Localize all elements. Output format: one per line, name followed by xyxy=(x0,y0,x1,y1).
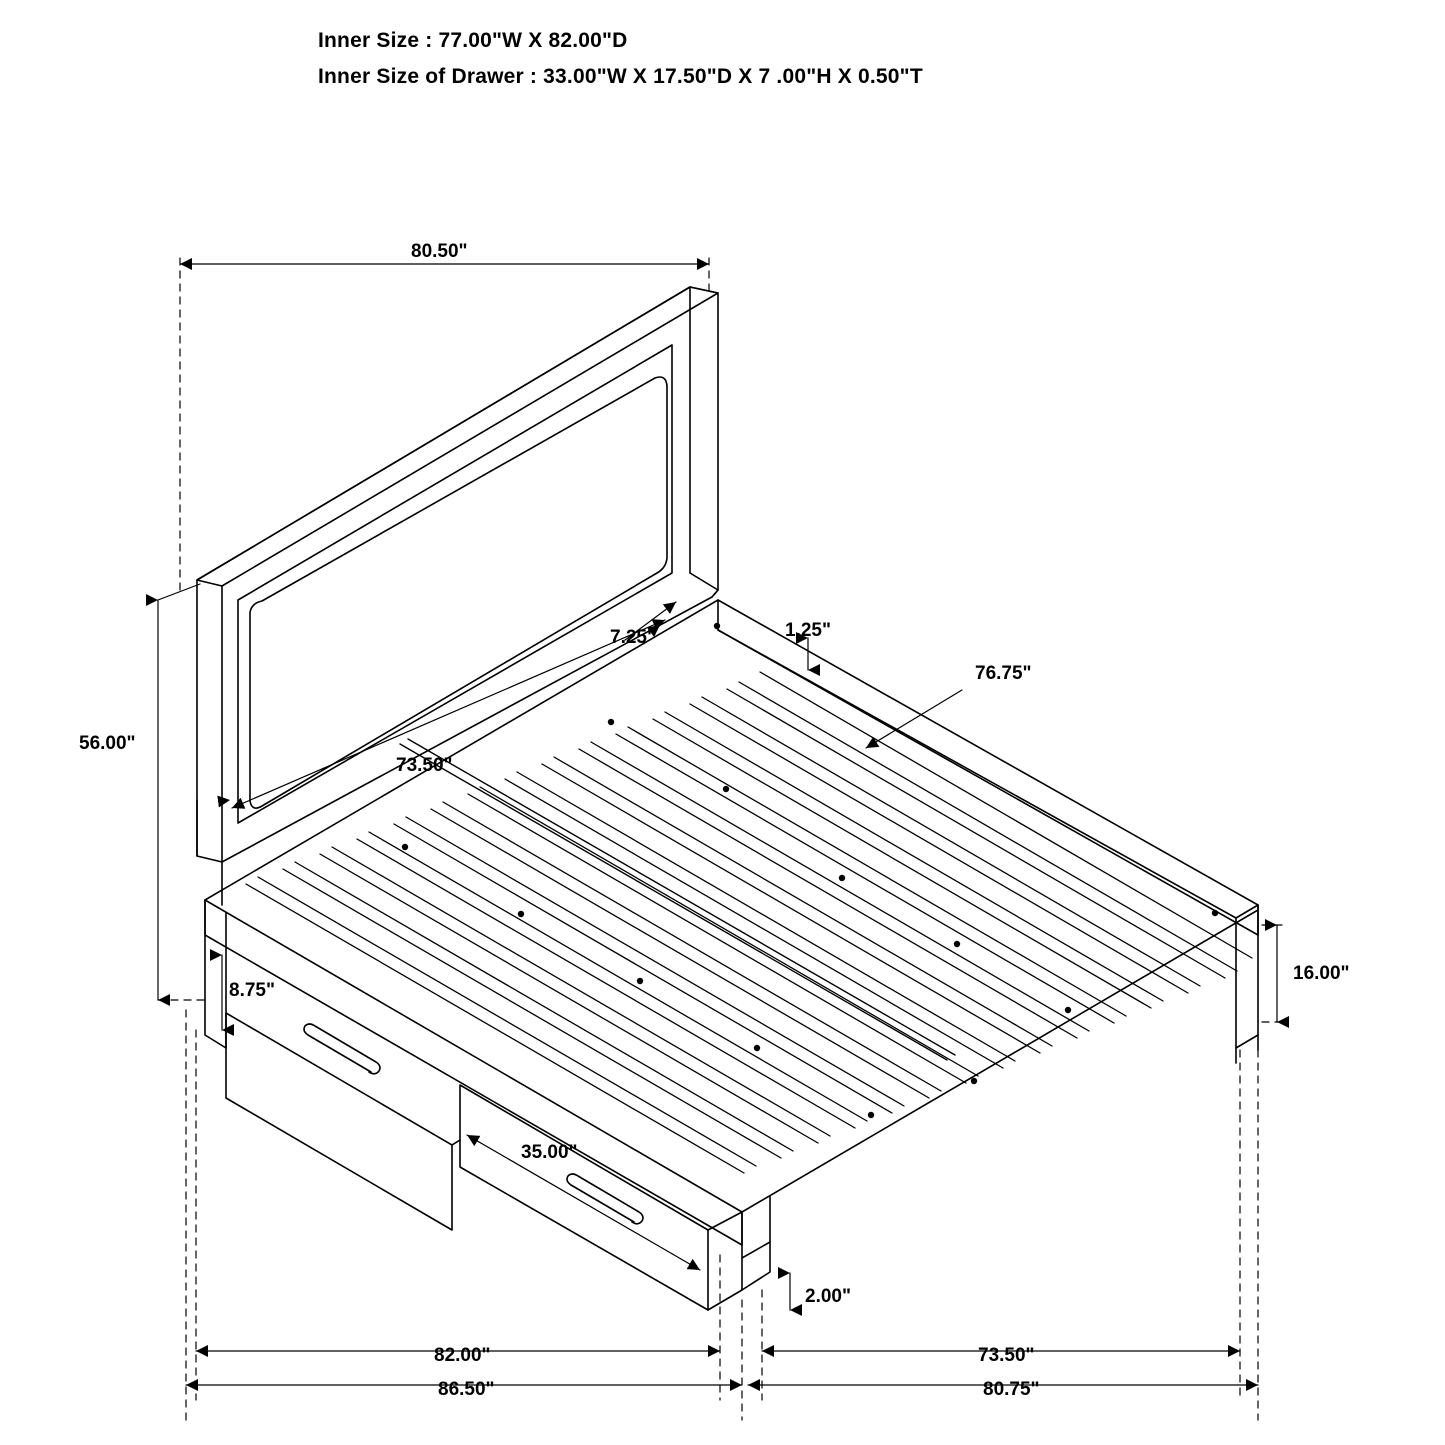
right-rail-foot xyxy=(1236,1035,1258,1063)
headboard-upholstered-panel xyxy=(250,377,667,808)
dim-label-headboard-height: 56.00" xyxy=(79,733,136,754)
inner-size-note: Inner Size : 77.00"W X 82.00"D xyxy=(318,29,628,52)
deck-front-edge xyxy=(742,910,1258,1212)
drawer-bottom-edges xyxy=(226,1098,708,1310)
dim-label-headboard-panel-gap: 7.25" xyxy=(610,627,656,648)
dim-label-rail-thickness: 1.25" xyxy=(785,620,831,641)
dim-label-inner-length: 73.50" xyxy=(396,755,453,776)
dim-label-overall-depth-inner: 82.00" xyxy=(434,1345,491,1366)
drawer-right-end xyxy=(708,1212,742,1230)
dim-label-top-width: 80.50" xyxy=(411,241,468,262)
dim-label-slat-area-width: 76.75" xyxy=(975,663,1032,684)
inner-drawer-size-note: Inner Size of Drawer : 33.00"W X 17.50"D X 7 .00"H X 0.50"T xyxy=(318,65,923,88)
drawer-one-front xyxy=(226,1013,452,1230)
drawer-divider xyxy=(452,1140,460,1145)
headboard-leg-left xyxy=(197,800,222,905)
front-rail-top xyxy=(205,900,742,1245)
front-rail-left-face xyxy=(205,900,226,1048)
front-rail-right-corner xyxy=(742,1196,770,1258)
headboard-right-edge-notch xyxy=(712,590,718,597)
dim-label-overall-depth: 86.50" xyxy=(438,1379,495,1400)
center-support-beam-2 xyxy=(408,739,955,1055)
right-rail-face xyxy=(1236,905,1258,1048)
headboard-post-line xyxy=(690,573,718,590)
dim-label-drawer-width: 35.00" xyxy=(521,1142,578,1163)
foot-corner xyxy=(708,1258,742,1310)
dimension-lines xyxy=(158,258,1285,1420)
dim-label-side-length: 73.50" xyxy=(978,1345,1035,1366)
drawer-one-handle xyxy=(304,1024,380,1074)
headboard-top-edge xyxy=(197,287,718,586)
slat-fasteners xyxy=(402,623,1218,1118)
dim-label-deck-height: 16.00" xyxy=(1293,963,1350,984)
dim-label-foot-clearance: 2.00" xyxy=(805,1286,851,1307)
drawer-two-front xyxy=(460,1085,708,1310)
slat-group xyxy=(246,672,1252,1173)
dim-label-drawer-clearance: 8.75" xyxy=(229,980,275,1001)
dim-label-overall-width: 80.75" xyxy=(983,1379,1040,1400)
